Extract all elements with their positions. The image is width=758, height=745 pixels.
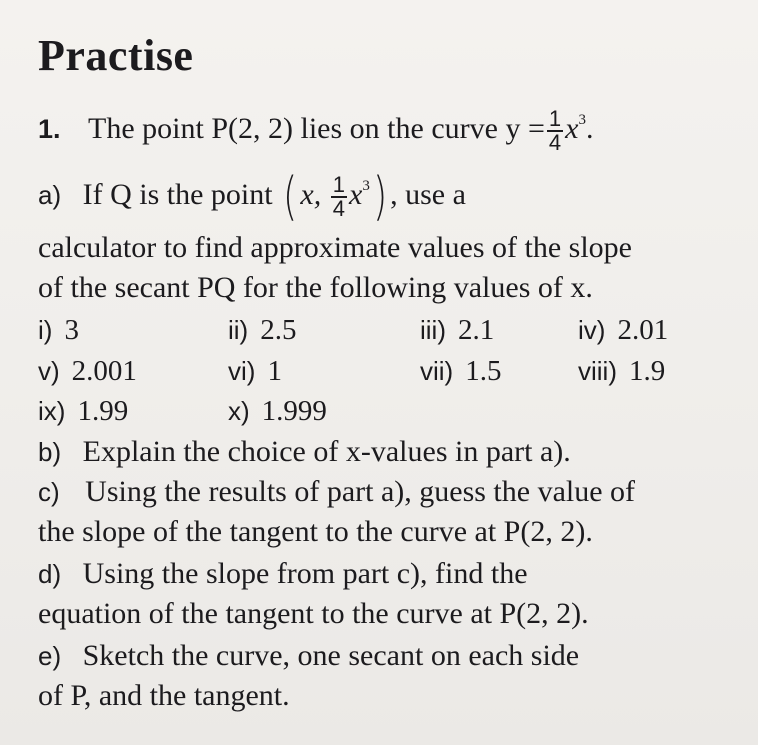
- part-c-label: c): [38, 477, 60, 507]
- question-stem-text: The point P(2, 2) lies on the curve: [88, 112, 498, 145]
- value-item: v) 2.001: [38, 355, 137, 387]
- part-d-line-2: equation of the tangent to the curve at P(2, 2).: [38, 597, 589, 630]
- part-d-line-1: d) Using the slope from part c), find the: [38, 557, 528, 590]
- part-a-label: a): [38, 180, 62, 210]
- part-e-line-2: of P, and the tangent.: [38, 679, 290, 712]
- value-item: i) 3: [38, 314, 79, 346]
- fraction-one-quarter: $\frac{1}{4}$: [548, 106, 562, 156]
- value-item: viii) 1.9: [578, 355, 666, 387]
- question-1-stem: [38, 102, 593, 154]
- value-item: vii) 1.5: [420, 355, 502, 387]
- value-item: iv) 2.01: [578, 314, 669, 346]
- value-item: iii) 2.1: [420, 314, 495, 346]
- part-a-line-2: calculator to find approximate values of the slope: [38, 231, 632, 264]
- part-d-label: d): [38, 559, 62, 589]
- value-item: x) 1.999: [228, 395, 327, 427]
- point-q-expression: ( x, $\frac{1}{4}$ $x^3$): [283, 167, 388, 228]
- value-item: ix) 1.99: [38, 395, 129, 427]
- part-c-line-1: c) Using the results of part a), guess the value of: [38, 475, 636, 508]
- right-paren: ): [372, 167, 388, 228]
- part-a-line-3: of the secant PQ for the following values of x.: [38, 271, 593, 304]
- curve-equation: y = $\frac{1}{4}$ $x^3$.: [505, 106, 594, 156]
- value-item: ii) 2.5: [228, 314, 297, 346]
- section-title: Practise: [38, 31, 194, 80]
- part-c-line-2: the slope of the tangent to the curve at P(2, 2).: [38, 515, 593, 548]
- part-e-line-1: e) Sketch the curve, one secant on each side: [38, 639, 580, 672]
- part-b: b) Explain the choice of x-values in part a).: [38, 435, 571, 468]
- question-number: 1.: [38, 114, 61, 144]
- part-e-label: e): [38, 641, 62, 671]
- part-a-line-1: a) If Q is the point ( x, $\frac{1}{4}$ $x^3$) , use a: [38, 167, 466, 228]
- part-b-label: b): [38, 437, 62, 467]
- left-paren: (: [283, 167, 298, 228]
- fraction-one-quarter: $\frac{1}{4}$: [332, 172, 345, 222]
- value-item: vi) 1: [228, 355, 282, 387]
